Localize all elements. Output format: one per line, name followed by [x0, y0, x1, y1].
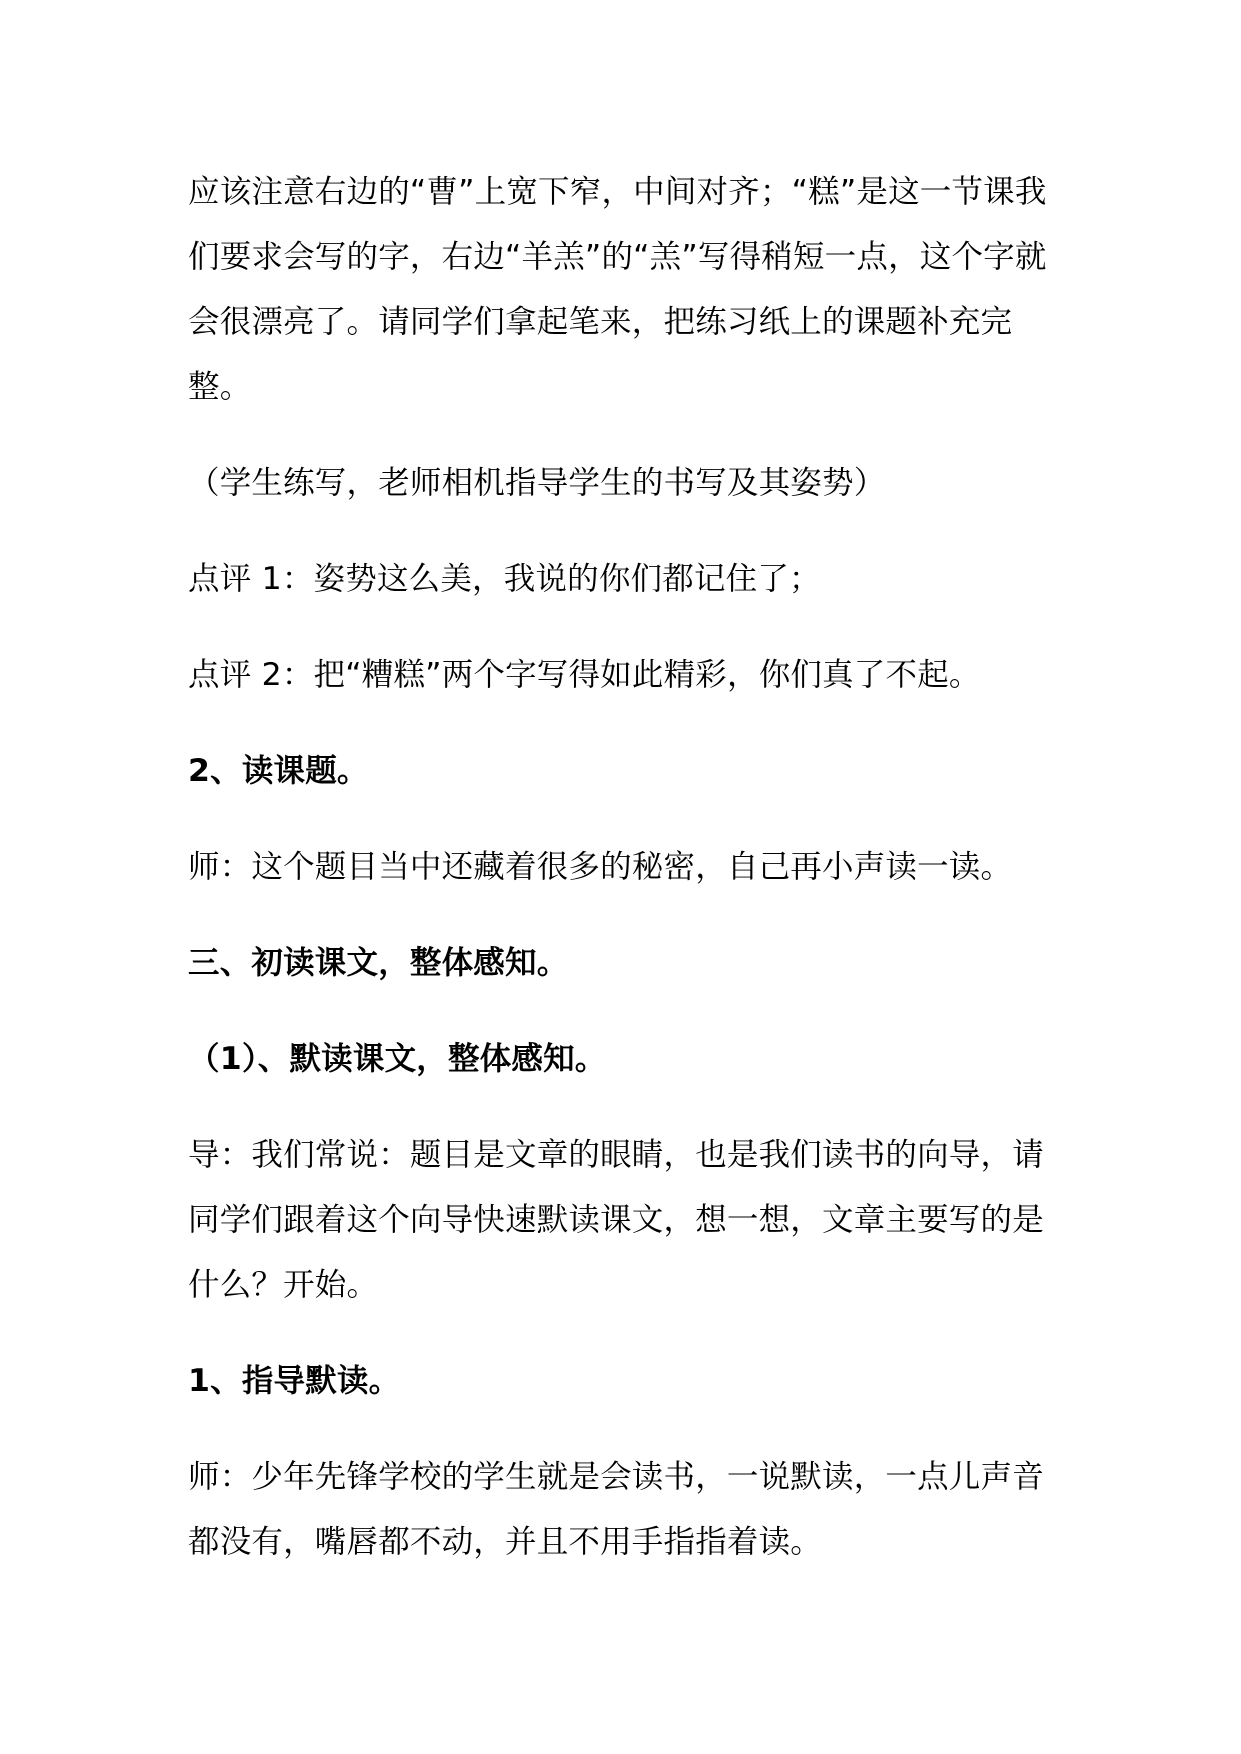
paragraph-writing-guidance: 应该注意右边的“曹”上宽下窄，中间对齐；“糕”是这一节课我们要求会写的字，右边“羊羔”的“羔”写得稍短一点，这个字就会很漂亮了。请同学们拿起笔来，把练习纸上的课题补充完整。	[188, 174, 1047, 405]
paragraph-teacher-praise: 师：少年先锋学校的学生就是会读书，一说默读，一点儿声音都没有，嘴唇都不动，并且不用手指指着读。	[188, 1459, 1044, 1560]
paragraph-teacher-read-title: 师：这个题目当中还藏着很多的秘密，自己再小声读一读。	[188, 849, 1013, 885]
paragraph-comment-1: 点评 1：姿势这么美，我说的你们都记住了；	[188, 561, 821, 597]
heading-silent-reading: （1）、默读课文，整体感知。	[188, 1041, 607, 1077]
heading-section-three: 三、初读课文，整体感知。	[188, 945, 569, 981]
heading-read-title: 2、读课题。	[188, 753, 369, 789]
document-page	[188, 160, 1068, 1575]
heading-guide-silent-reading: 1、指导默读。	[188, 1363, 401, 1399]
paragraph-comment-2: 点评 2：把“糟糕”两个字写得如此精彩，你们真了不起。	[188, 657, 981, 693]
paragraph-student-practice: （学生练写，老师相机指导学生的书写及其姿势）	[188, 465, 886, 501]
paragraph-guide-intro: 导：我们常说：题目是文章的眼睛，也是我们读书的向导，请同学们跟着这个向导快速默读课文，想一想，文章主要写的是什么？开始。	[188, 1137, 1044, 1303]
